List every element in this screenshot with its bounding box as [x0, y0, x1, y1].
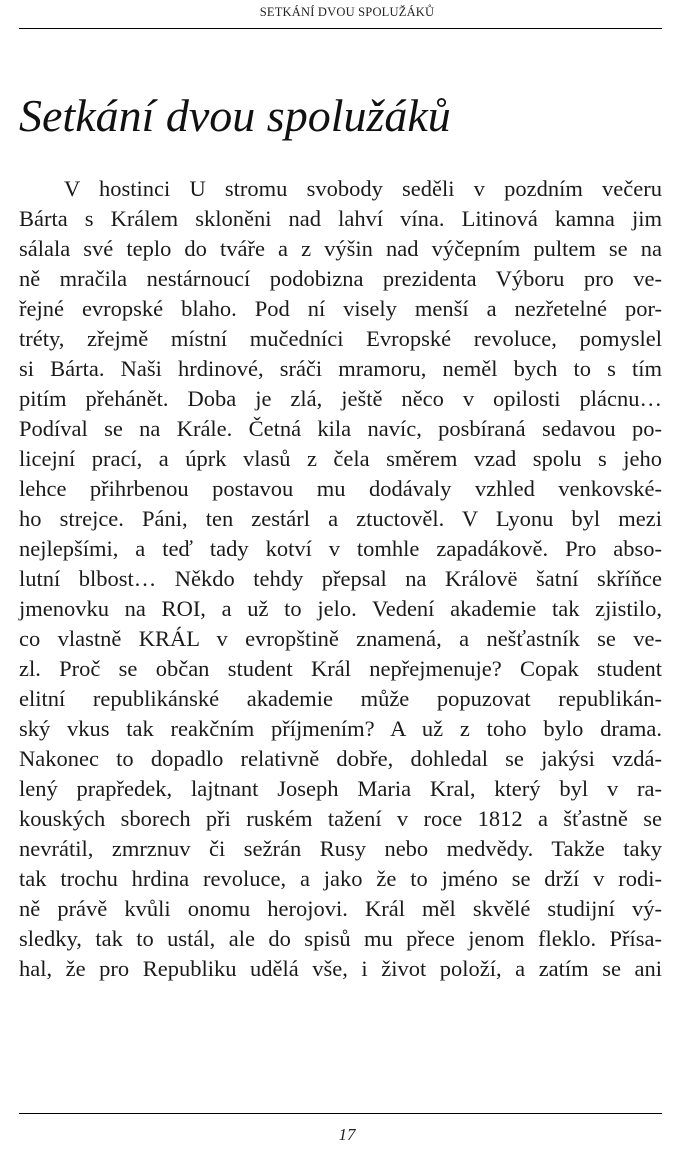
footer-rule [19, 1113, 662, 1114]
text-line: nejlepšími, a teď tady kotví v tomhle zapadákově. Pro abso- [19, 536, 662, 561]
text-line: kouských sborech při ruském tažení v roce 1812 a šťastně se [19, 806, 662, 831]
text-line: zl. Proč se občan student Král nepřejmenuje? Copak student [19, 656, 662, 681]
text-line: sledky, tak to ustál, ale do spisů mu přece jenom fleklo. Přísa- [19, 926, 662, 951]
text-line: tak trochu hrdina revoluce, a jako že to jméno se drží v rodi- [19, 866, 662, 891]
text-line: licejní prací, a úprk vlasů z čela směrem vzad spolu s jeho [19, 446, 662, 471]
text-line: ně mračila nestárnoucí podobizna prezidenta Výboru pro ve- [19, 266, 662, 291]
text-line: lutní blbost… Někdo tehdy přepsal na Královë šatní skříňce [19, 566, 662, 591]
text-line: elitní republikánské akademie může popuzovat republikán- [19, 686, 662, 711]
text-line: ho strejce. Páni, ten zestárl a ztuctověl. V Lyonu byl mezi [19, 506, 662, 531]
text-line: jmenovku na ROI, a už to jelo. Vedení akademie tak zjistilo, [19, 596, 662, 621]
text-line: ně právě kvůli onomu herojovi. Král měl skvělé studijní vý- [19, 896, 662, 921]
text-line: sálala své teplo do tváře a z výšin nad výčepním pultem se na [19, 236, 662, 261]
running-head: SETKÁNÍ DVOU SPOLUŽÁKŮ [259, 5, 435, 19]
text-line: Nakonec to dopadlo relativně dobře, dohledal se jakýsi vzdá- [19, 746, 662, 771]
text-line: tréty, zřejmě místní mučedníci Evropské revoluce, pomyslel [19, 326, 662, 351]
text-line: pitím přehánět. Doba je zlá, ještě něco v opilosti plácnu… [19, 386, 662, 411]
text-line: Bárta s Králem skloněni nad lahví vína. Litinová kamna jim [19, 206, 662, 231]
text-line: Podíval se na Krále. Četná kila navíc, posbíraná sedavou po- [19, 416, 662, 441]
text-line: ský vkus tak reakčním příjmením? A už z toho bylo drama. [19, 716, 662, 741]
text-line: lený prapředek, lajtnant Joseph Maria Kral, který byl v ra- [19, 776, 662, 801]
text-line: lehce přihrbenou postavou mu dodávaly vzhled venkovské- [19, 476, 662, 501]
page-number: 17 [338, 1125, 356, 1144]
text-line: si Bárta. Naši hrdinové, sráči mramoru, neměl bych to s tím [19, 356, 662, 381]
text-line: řejné evropské blaho. Pod ní visely menší a nezřetelné por- [19, 296, 662, 321]
body-text [19, 174, 662, 984]
header-rule [19, 28, 662, 29]
chapter-title: Setkání dvou spolužáků [19, 90, 451, 141]
text-line: nevrátil, zmrznuv či sežrán Rusy nebo medvědy. Takže taky [19, 836, 662, 861]
text-line: V hostinci U stromu svobody seděli v pozdním večeru [64, 176, 662, 201]
text-line: hal, že pro Republiku udělá vše, i život položí, a zatím se ani [19, 956, 662, 981]
text-line: co vlastně KRÁL v evropštině znamená, a nešťastník se ve- [19, 626, 662, 651]
